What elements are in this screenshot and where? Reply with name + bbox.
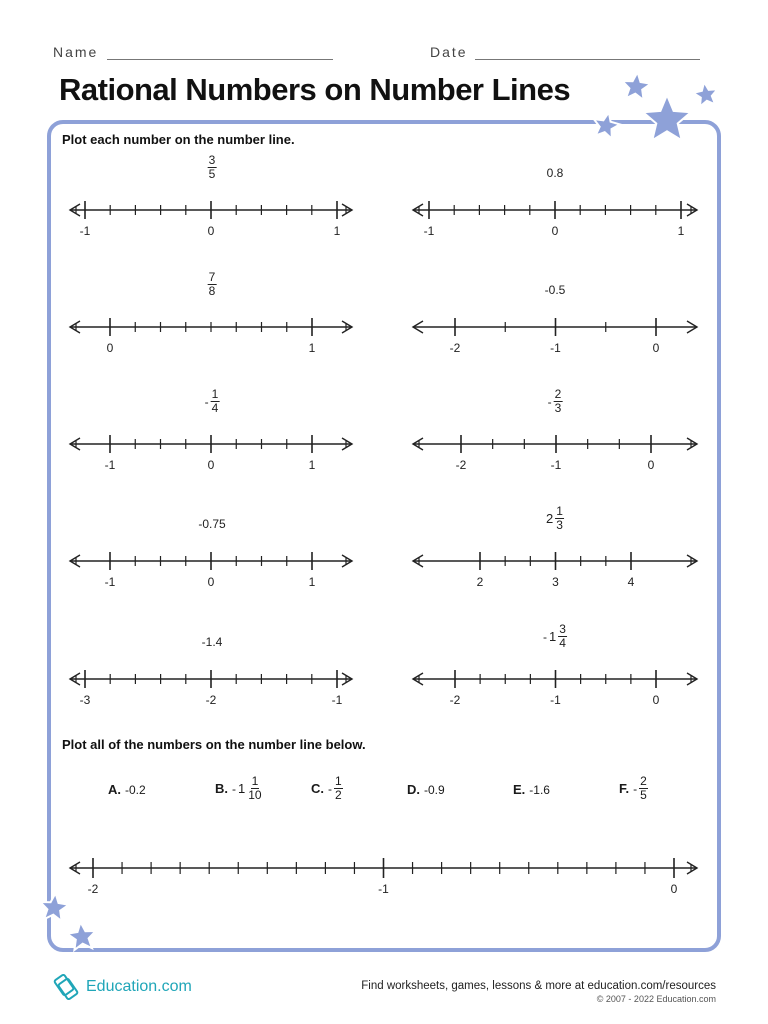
value-text: -1.6 bbox=[529, 782, 550, 797]
tick-label: 1 bbox=[333, 224, 341, 238]
education-logo[interactable] bbox=[52, 972, 192, 1002]
footer-copyright: © 2007 - 2022 Education.com bbox=[596, 994, 716, 1004]
number-line bbox=[413, 670, 697, 688]
fraction bbox=[208, 154, 217, 181]
choice-letter: A. bbox=[108, 782, 121, 797]
fraction-denominator: 5 bbox=[640, 788, 647, 803]
number-line bbox=[70, 318, 352, 336]
tick-label: 4 bbox=[627, 575, 635, 589]
number-line bbox=[70, 552, 352, 570]
tick-label: 1 bbox=[308, 575, 316, 589]
value-sign: - bbox=[232, 781, 236, 796]
number-line bbox=[413, 552, 697, 570]
tick-label: -1 bbox=[378, 882, 389, 896]
tick-label: 0 bbox=[647, 458, 655, 472]
section1-instruction: Plot each number on the number line. bbox=[62, 132, 295, 147]
number-line bbox=[70, 858, 697, 878]
problem-value bbox=[546, 505, 564, 532]
fraction-numerator: 2 bbox=[554, 387, 562, 401]
choice-item bbox=[108, 782, 146, 797]
choice-letter: B. bbox=[215, 781, 228, 797]
date-label: Date bbox=[430, 44, 468, 60]
tick-label: 1 bbox=[308, 341, 316, 355]
tick-label: -2 bbox=[205, 693, 217, 707]
fraction-denominator: 10 bbox=[248, 788, 262, 803]
choice-letter: E. bbox=[513, 782, 526, 797]
choice-letter: D. bbox=[407, 782, 420, 797]
tick-label: 0 bbox=[207, 224, 215, 238]
number-line bbox=[70, 435, 352, 453]
brand-name: Education.com bbox=[86, 978, 192, 995]
tick-label: -1 bbox=[423, 224, 435, 238]
tick-label: -3 bbox=[79, 693, 91, 707]
problem-value bbox=[548, 388, 563, 415]
fraction bbox=[208, 271, 217, 298]
choice-item bbox=[407, 782, 445, 797]
fraction bbox=[639, 775, 648, 802]
number-line bbox=[70, 201, 352, 219]
value-sign: - bbox=[328, 781, 332, 796]
fraction bbox=[334, 775, 343, 802]
tick-label: -2 bbox=[455, 458, 467, 472]
fraction-numerator: 1 bbox=[556, 504, 563, 518]
value-whole: 1 bbox=[238, 781, 246, 797]
fraction bbox=[211, 388, 220, 415]
tick-label: -1 bbox=[104, 458, 116, 472]
fraction bbox=[555, 505, 564, 532]
fraction-numerator: 3 bbox=[208, 153, 216, 167]
value-whole: 2 bbox=[546, 511, 554, 527]
fraction-denominator: 3 bbox=[554, 401, 562, 416]
problem-value bbox=[208, 154, 217, 181]
education-logo-icon bbox=[52, 972, 82, 1002]
fraction bbox=[247, 775, 262, 802]
name-label: Name bbox=[53, 44, 99, 60]
problem-value bbox=[547, 166, 564, 180]
fraction-denominator: 3 bbox=[556, 518, 563, 533]
footer-tagline[interactable]: Find worksheets, games, lessons & more at education.com/resources bbox=[361, 980, 716, 992]
fraction-numerator: 1 bbox=[211, 387, 219, 401]
problem-value bbox=[198, 517, 225, 531]
choice-item bbox=[311, 775, 343, 802]
value-sign: - bbox=[204, 394, 209, 409]
tick-label: 0 bbox=[207, 575, 215, 589]
tick-label: 1 bbox=[308, 458, 316, 472]
fraction-numerator: 2 bbox=[640, 774, 647, 788]
tick-label: 0 bbox=[652, 693, 660, 707]
value-text: -0.75 bbox=[198, 517, 226, 531]
value-sign: - bbox=[547, 394, 552, 409]
value-text: -1.4 bbox=[201, 635, 223, 649]
tick-label: 2 bbox=[476, 575, 484, 589]
fraction-denominator: 2 bbox=[335, 788, 342, 803]
tick-label: 0 bbox=[670, 882, 678, 896]
choice-letter: F. bbox=[619, 781, 630, 797]
tick-label: -1 bbox=[104, 575, 116, 589]
choice-item bbox=[215, 775, 263, 802]
choice-letter: C. bbox=[311, 781, 324, 797]
fraction-numerator: 1 bbox=[251, 774, 259, 788]
tick-label: -2 bbox=[449, 693, 461, 707]
problem-value bbox=[205, 388, 220, 415]
tick-label: 0 bbox=[207, 458, 215, 472]
tick-label: 0 bbox=[652, 341, 660, 355]
tick-label: -1 bbox=[331, 693, 343, 707]
problem-value bbox=[545, 283, 566, 297]
fraction-denominator: 5 bbox=[208, 167, 216, 182]
tick-label: -1 bbox=[550, 458, 562, 472]
footer-text bbox=[361, 980, 716, 1004]
number-line bbox=[70, 670, 352, 688]
tick-label: 0 bbox=[551, 224, 559, 238]
number-line bbox=[413, 435, 697, 453]
fraction-numerator: 7 bbox=[208, 270, 216, 284]
fraction-denominator: 4 bbox=[211, 401, 219, 416]
value-text: -0.2 bbox=[125, 782, 146, 797]
choice-item bbox=[513, 782, 550, 797]
value-sign: - bbox=[543, 629, 548, 644]
fraction-numerator: 1 bbox=[335, 774, 342, 788]
page-title: Rational Numbers on Number Lines bbox=[59, 72, 571, 107]
value-text: 0.8 bbox=[546, 166, 564, 180]
tick-label: -2 bbox=[87, 882, 99, 896]
tick-label: -1 bbox=[79, 224, 91, 238]
problem-value bbox=[202, 635, 223, 649]
number-line bbox=[413, 201, 697, 219]
tick-label: -2 bbox=[449, 341, 461, 355]
value-text: -0.5 bbox=[544, 283, 566, 297]
section2-instruction: Plot all of the numbers on the number line below. bbox=[62, 737, 366, 752]
tick-label: 1 bbox=[677, 224, 685, 238]
choice-item bbox=[619, 775, 648, 802]
number-line bbox=[413, 318, 697, 336]
value-whole: 1 bbox=[549, 629, 557, 645]
fraction-denominator: 4 bbox=[559, 636, 566, 651]
tick-label: -1 bbox=[550, 693, 561, 707]
fraction bbox=[554, 388, 563, 415]
tick-label: -1 bbox=[550, 341, 561, 355]
tick-label: 0 bbox=[106, 341, 114, 355]
value-sign: - bbox=[633, 781, 638, 796]
problem-value bbox=[543, 623, 567, 650]
tick-label: 3 bbox=[552, 575, 559, 589]
fraction-numerator: 3 bbox=[559, 622, 566, 636]
value-text: -0.9 bbox=[424, 782, 445, 797]
problem-value bbox=[208, 271, 217, 298]
fraction bbox=[558, 623, 567, 650]
fraction-denominator: 8 bbox=[208, 284, 216, 299]
